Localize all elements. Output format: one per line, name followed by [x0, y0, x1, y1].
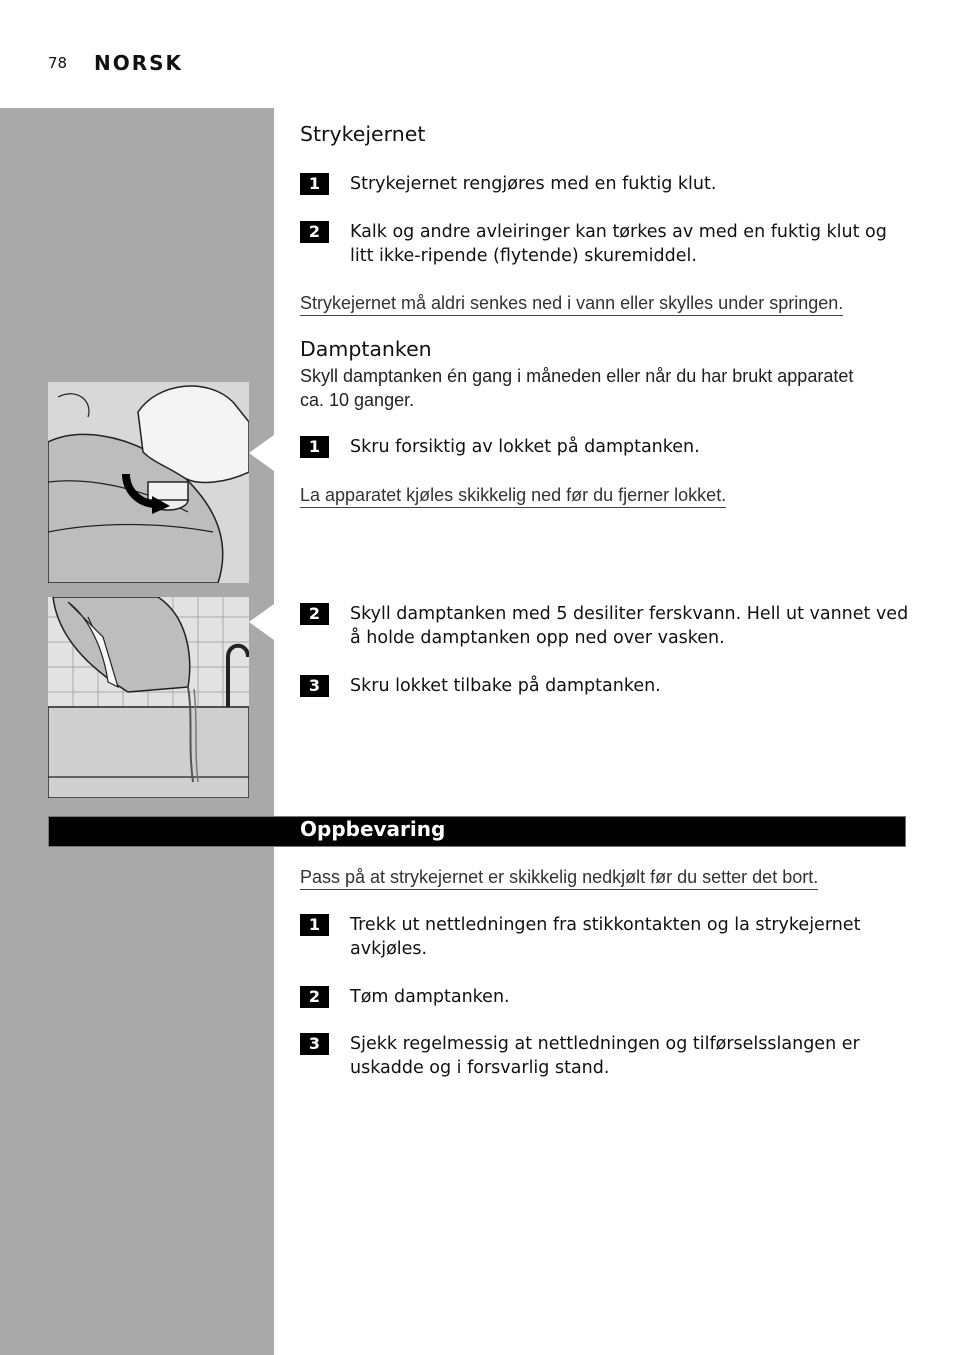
step-number: 1	[300, 914, 329, 936]
step-text-line: uskadde og i forsvarlig stand.	[350, 1058, 610, 1078]
warning-note: La apparatet kjøles skikkelig ned før du fjerner lokket.	[300, 484, 726, 508]
step-text	[350, 913, 910, 961]
step-text: Strykejernet rengjøres med en fuktig klut.	[350, 174, 717, 194]
intro-text	[300, 364, 853, 412]
pointer-arrow-icon	[249, 604, 274, 640]
warning-note: Pass på at strykejernet er skikkelig nedkjølt før du setter det bort.	[300, 866, 818, 890]
step-text-line: Skyll damptanken med 5 desiliter ferskvann. Hell ut vannet ved	[350, 604, 909, 624]
step-number: 3	[300, 675, 329, 697]
step-number: 2	[300, 221, 329, 243]
hand-unscrewing-cap-illustration	[48, 382, 249, 583]
step-text-line: avkjøles.	[350, 939, 428, 959]
section-heading-damptanken: Damptanken	[300, 337, 432, 361]
page-number: 78	[48, 54, 68, 72]
step-text	[350, 602, 910, 650]
section-heading-strykejernet: Strykejernet	[300, 122, 426, 146]
rinse-tank-icon	[48, 597, 249, 798]
step-text	[350, 1032, 910, 1080]
intro-text-line: ca. 10 ganger.	[300, 390, 415, 410]
step-text-line: Sjekk regelmessig at nettledningen og tilførselsslangen er	[350, 1034, 860, 1054]
step-number: 1	[300, 173, 329, 195]
section-header-bar	[48, 816, 906, 847]
rinsing-tank-over-sink-illustration	[48, 597, 249, 798]
step-text: Tøm damptanken.	[350, 987, 510, 1007]
step-number: 2	[300, 603, 329, 625]
step-text: Skru forsiktig av lokket på damptanken.	[350, 437, 700, 457]
language-title: NORSK	[94, 51, 184, 75]
intro-text-line: Skyll damptanken én gang i måneden eller når du har brukt apparatet	[300, 366, 854, 386]
step-text-line: litt ikke-ripende (flytende) skuremiddel.	[350, 246, 697, 266]
step-text: Skru lokket tilbake på damptanken.	[350, 676, 661, 696]
step-number: 1	[300, 436, 329, 458]
step-number: 2	[300, 986, 329, 1008]
unscrew-cap-icon	[48, 382, 249, 583]
section-heading-oppbevaring: Oppbevaring	[300, 817, 446, 841]
step-text-line: Trekk ut nettledningen fra stikkontakten og la strykejernet	[350, 915, 861, 935]
step-text-line: Kalk og andre avleiringer kan tørkes av med en fuktig klut og	[350, 222, 887, 242]
step-text	[350, 220, 910, 268]
warning-note: Strykejernet må aldri senkes ned i vann eller skylles under springen.	[300, 292, 843, 316]
pointer-arrow-icon	[249, 435, 274, 471]
step-number: 3	[300, 1033, 329, 1055]
step-text-line: å holde damptanken opp ned over vasken.	[350, 628, 725, 648]
